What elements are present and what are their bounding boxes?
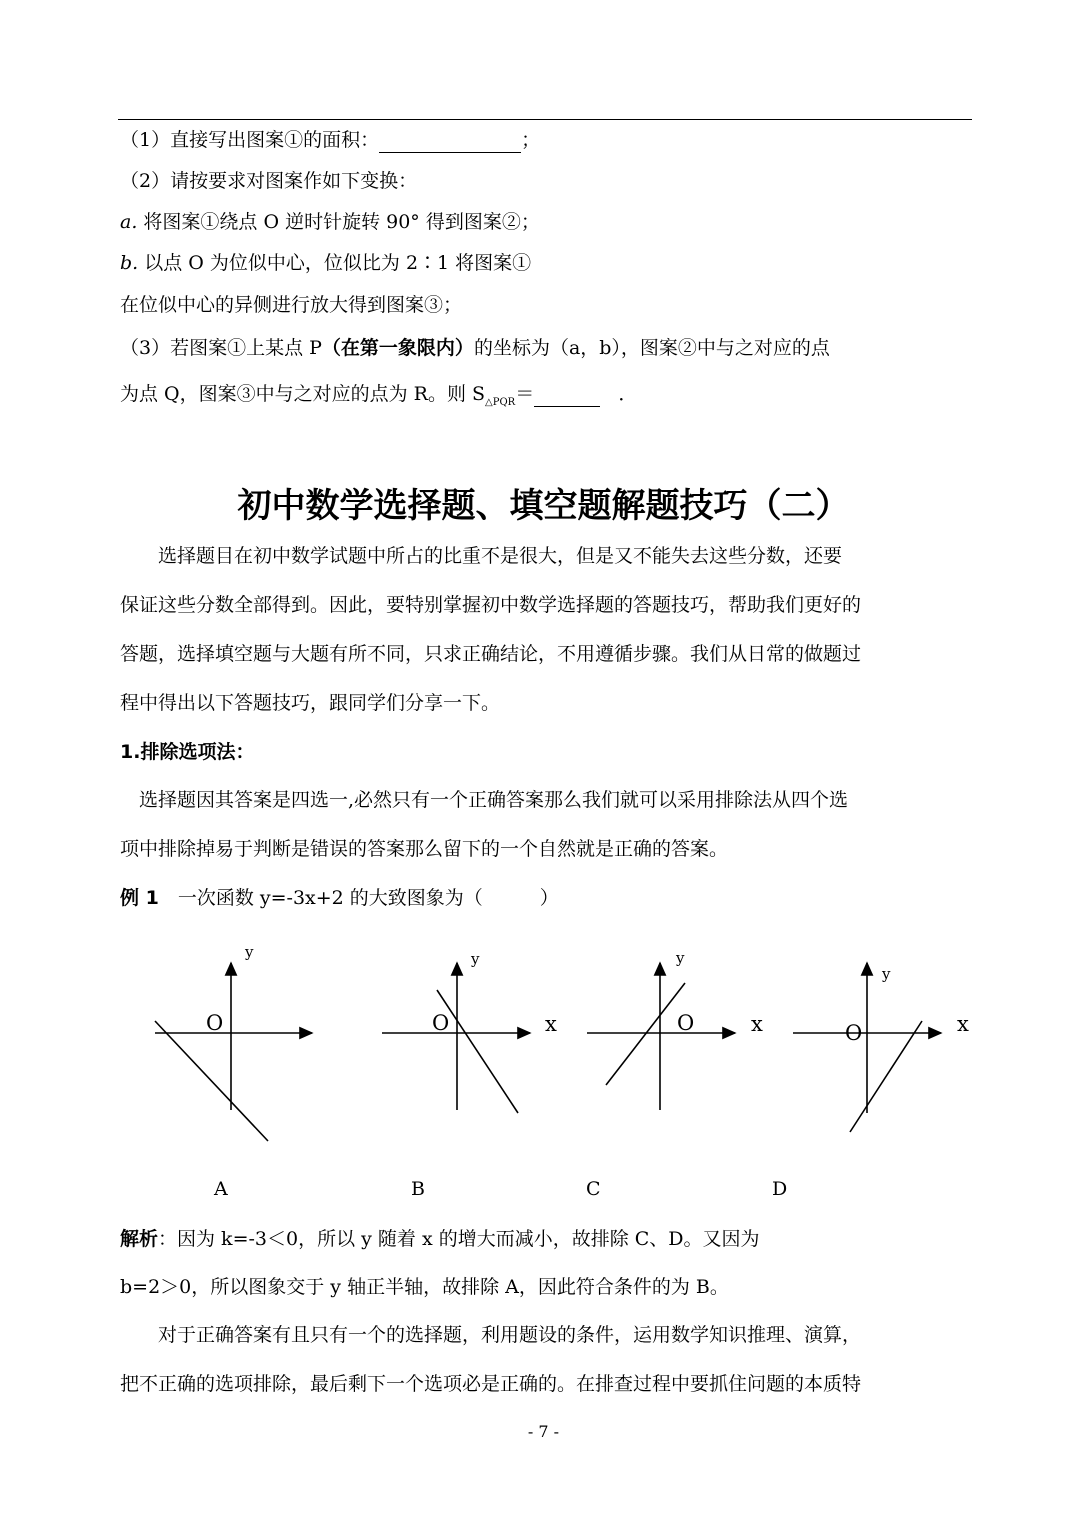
option-d-label: D <box>772 1178 788 1200</box>
graph-c <box>587 949 763 1110</box>
y-axis-label: y <box>471 950 480 968</box>
header-rule <box>118 119 972 120</box>
origin-label: O <box>432 1011 450 1035</box>
step-b: b. 以点 O 为位似中心，位似比为 2∶1 将图案① <box>120 252 532 274</box>
answer-blank-1[interactable] <box>379 128 521 153</box>
example-1: 例 1 一次函数 y=-3x+2 的大致图象为（ ） <box>120 887 559 909</box>
x-axis-label: x <box>545 1012 557 1036</box>
x-axis-label: x <box>751 1012 763 1036</box>
origin-label: O <box>206 1011 224 1035</box>
origin-label: O <box>845 1021 863 1045</box>
option-a-label: A <box>214 1178 228 1200</box>
question-1: （1）直接写出图案①的面积： ； <box>120 129 541 151</box>
graph-a <box>155 943 312 1141</box>
page-title: 初中数学选择题、填空题解题技巧（二） <box>237 486 850 526</box>
closing-paragraph: 对于正确答案有且只有一个的选择题，利用题设的条件，运用数学知识推理、演算， 把不正确的选项排除，最后剩下一个选项必是正确的。在排查过程中要抓住问题的本质特 <box>120 1324 862 1395</box>
option-c-label: C <box>586 1178 601 1200</box>
answer-blank-2[interactable] <box>534 382 600 407</box>
analysis-line-1: 解析：因为 k=-3＜0，所以 y 随着 x 的增大而减小，故排除 C、D。又因为 <box>120 1228 760 1250</box>
question-3-continued: 为点 Q，图案③中与之对应的点为 R。则 $S_{\triangle PQR}=$ ． <box>120 383 638 408</box>
section-paragraph: 选择题因其答案是四选一,必然只有一个正确答案那么我们就可以采用排除法从四个选 项中排除掉易于判断是错误的答案那么留下的一个自然就是正确的答案。 <box>120 789 849 860</box>
y-axis-label: y <box>245 943 254 961</box>
analysis-line-2: b=2＞0，所以图象交于 y 轴正半轴，故排除 A，因此符合条件的为 B。 <box>120 1276 729 1298</box>
option-b-label: B <box>411 1178 425 1200</box>
intro-paragraph: 选择题目在初中数学试题中所占的比重不是很大，但是又不能失去这些分数，还要 保证这些分数全部得到。因此，要特别掌握初中数学选择题的答题技巧，帮助我们更好的 答题，选择填空题与大题有所不同，只求正确结论，不用遵循步骤。我们从日常的做题过 程中得出以下答题技巧，跟同学们分享一下。 <box>120 545 862 714</box>
graph-b <box>382 950 557 1113</box>
origin-label: O <box>677 1011 695 1035</box>
page-number: - 7 - <box>527 1422 560 1441</box>
y-axis-label: y <box>882 965 891 983</box>
question-2: （2）请按要求对图案作如下变换： <box>120 170 418 192</box>
step-a: a. 将图案①绕点 O 逆时针旋转 90° 得到图案②； <box>120 211 540 233</box>
graph-d <box>793 963 969 1132</box>
section-heading: 1.排除选项法： <box>120 741 255 763</box>
graphs-figure <box>0 935 1087 1215</box>
x-axis-label: x <box>957 1012 969 1036</box>
step-b-continued: 在位似中心的异侧进行放大得到图案③； <box>120 294 463 316</box>
question-3: （3）若图案①上某点 P（在第一象限内）的坐标为（a，b），图案②中与之对应的点 <box>120 337 830 359</box>
y-axis-label: y <box>676 949 685 967</box>
